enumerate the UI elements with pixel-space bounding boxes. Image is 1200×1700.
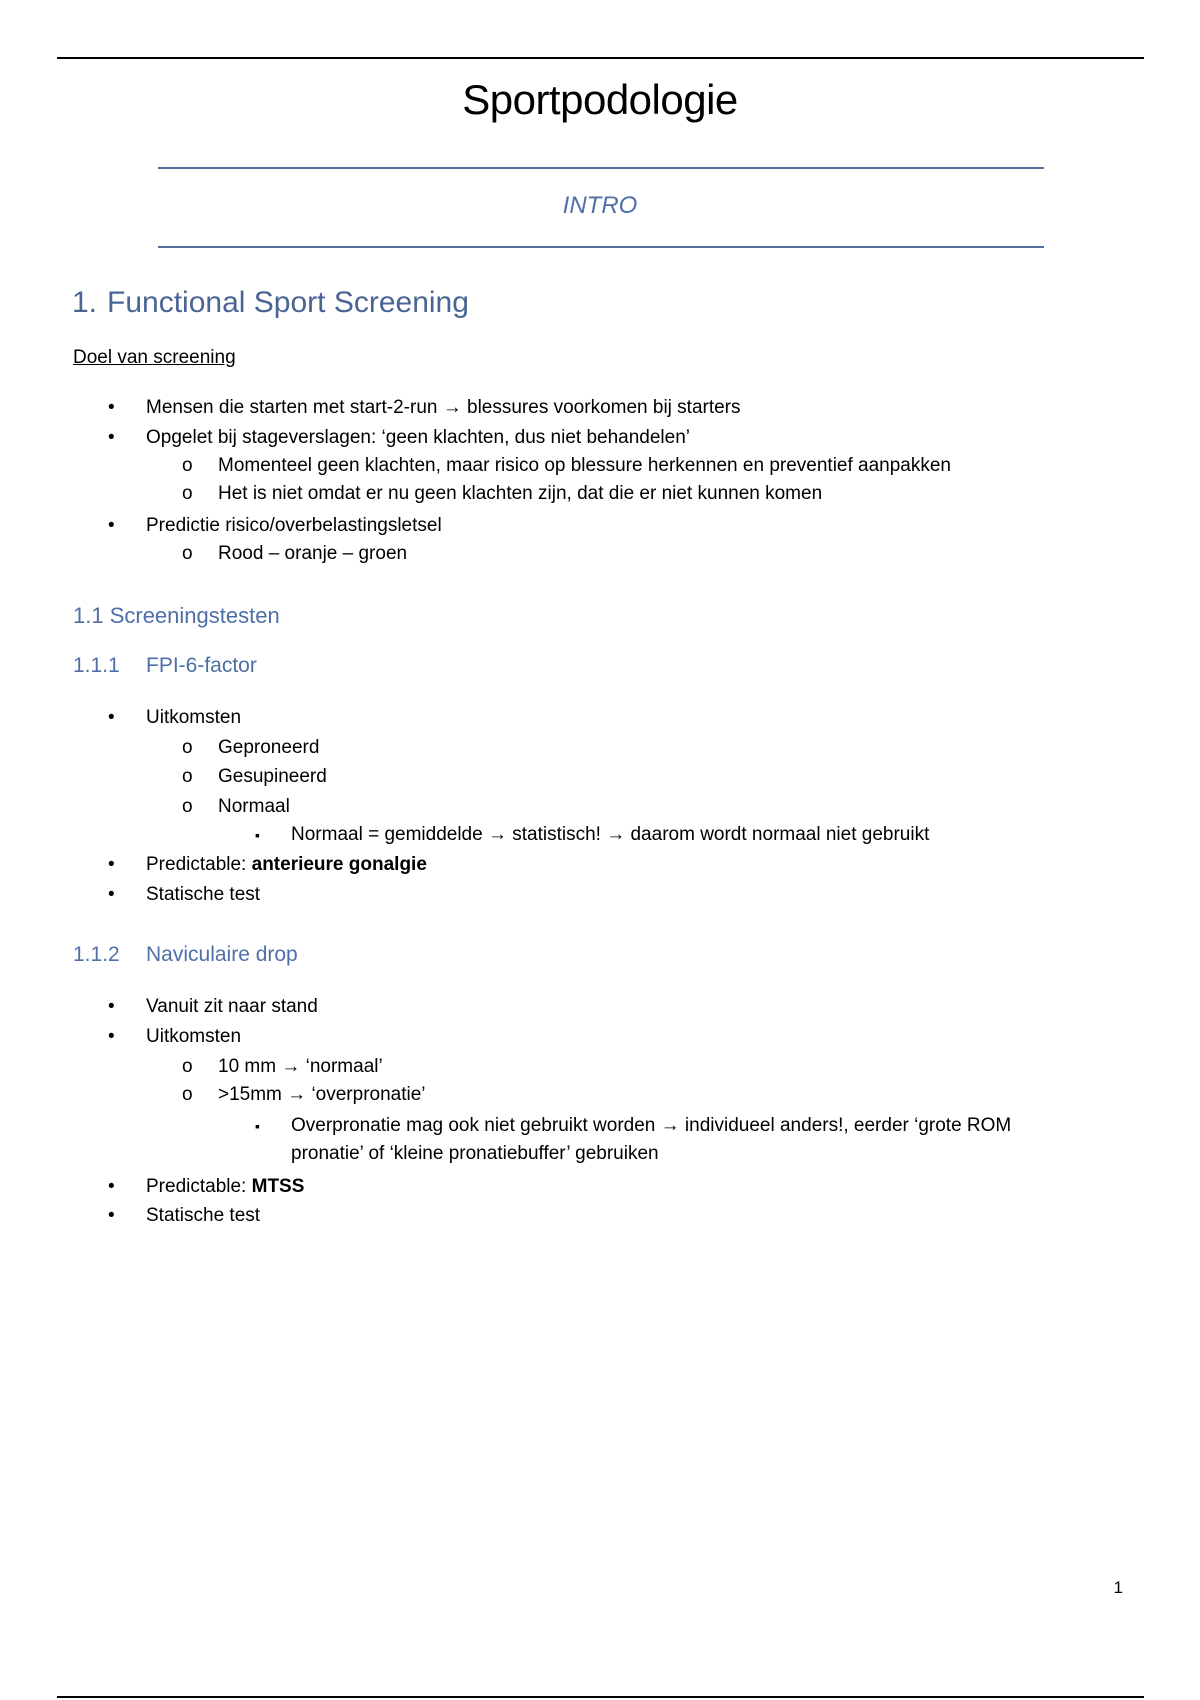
subtitle-bottom-rule: [158, 246, 1044, 248]
section-1-1-1-number: 1.1.1: [73, 654, 120, 677]
document-title: Sportpodologie: [462, 76, 738, 123]
section-1-1-1-title: FPI-6-factor: [146, 654, 257, 677]
bullet-marker: ▪: [255, 827, 260, 843]
list-item: Normaal: [218, 796, 290, 817]
predictable-label: Predictable:: [146, 1176, 252, 1197]
list-item: Het is niet omdat er nu geen klachten zijn, dat die er niet kunnen komen: [218, 483, 823, 504]
list-item: Uitkomsten: [146, 707, 242, 728]
section-1-1-2-heading: [73, 943, 298, 967]
list-item-continuation: pronatie’ of ‘kleine pronatiebuffer’ gebruiken: [291, 1143, 659, 1164]
page-top-rule: [57, 57, 1144, 59]
bullet-marker: •: [108, 996, 115, 1017]
subtitle-top-rule: [158, 167, 1044, 169]
list-item: Opgelet bij stageverslagen: ‘geen klachten, dus niet behandelen’: [146, 427, 690, 448]
bullet-marker: •: [108, 707, 115, 728]
bullet-marker: o: [182, 796, 193, 817]
list-item: Overpronatie mag ook niet gebruikt worden → individueel anders!, eerder ‘grote ROM: [291, 1115, 1012, 1136]
list-item: Normaal = gemiddelde → statistisch! → daarom wordt normaal niet gebruikt: [291, 824, 930, 845]
list-item: 10 mm → ‘normaal’: [218, 1056, 383, 1077]
document-subtitle: INTRO: [562, 192, 638, 219]
section-1-heading: [72, 286, 469, 320]
list-item: [146, 853, 427, 877]
list-item: Statische test: [146, 1205, 261, 1226]
section-1-1-2-title: Naviculaire drop: [146, 943, 298, 966]
bullet-marker: •: [108, 1026, 115, 1047]
list-item: Momenteel geen klachten, maar risico op blessure herkennen en preventief aanpakken: [218, 455, 952, 476]
list-item: Vanuit zit naar stand: [146, 996, 318, 1017]
section-1-number: 1.: [72, 286, 98, 319]
list-item: >15mm → ‘overpronatie’: [218, 1084, 426, 1105]
page-number: 1: [1113, 1578, 1123, 1597]
bullet-marker: •: [108, 854, 115, 875]
list-item: Uitkomsten: [146, 1026, 242, 1047]
predictable-label: Predictable:: [146, 854, 252, 875]
bullet-marker: •: [108, 884, 115, 905]
list-item: Predictie risico/overbelastingsletsel: [146, 515, 442, 536]
bullet-marker: •: [108, 1176, 115, 1197]
bullet-marker: o: [182, 543, 193, 564]
bullet-marker: o: [182, 766, 193, 787]
list-item: Geproneerd: [218, 737, 320, 758]
bullet-marker: •: [108, 515, 115, 536]
bullet-marker: o: [182, 1056, 193, 1077]
bullet-marker: o: [182, 483, 193, 504]
bullet-marker: •: [108, 1205, 115, 1226]
list-item: Rood – oranje – groen: [218, 543, 408, 564]
list-item: Mensen die starten met start-2-run → blessures voorkomen bij starters: [146, 397, 741, 418]
section-1-1-1-heading: [73, 654, 257, 678]
section-1-1-2-number: 1.1.2: [73, 943, 120, 966]
section-1-title: Functional Sport Screening: [107, 286, 469, 319]
bullet-marker: •: [108, 397, 115, 418]
list-item: Statische test: [146, 884, 261, 905]
bullet-marker: o: [182, 737, 193, 758]
predictable-value: MTSS: [251, 1176, 305, 1197]
section-1-1-heading: 1.1 Screeningstesten: [73, 603, 280, 628]
doel-heading: Doel van screening: [73, 347, 236, 368]
page-bottom-rule: [57, 1696, 1144, 1698]
list-item: Gesupineerd: [218, 766, 327, 787]
list-item: [146, 1175, 304, 1199]
bullet-marker: ▪: [255, 1118, 260, 1134]
bullet-marker: •: [108, 427, 115, 448]
bullet-marker: o: [182, 455, 193, 476]
bullet-marker: o: [182, 1084, 193, 1105]
predictable-value: anterieure gonalgie: [251, 854, 427, 875]
